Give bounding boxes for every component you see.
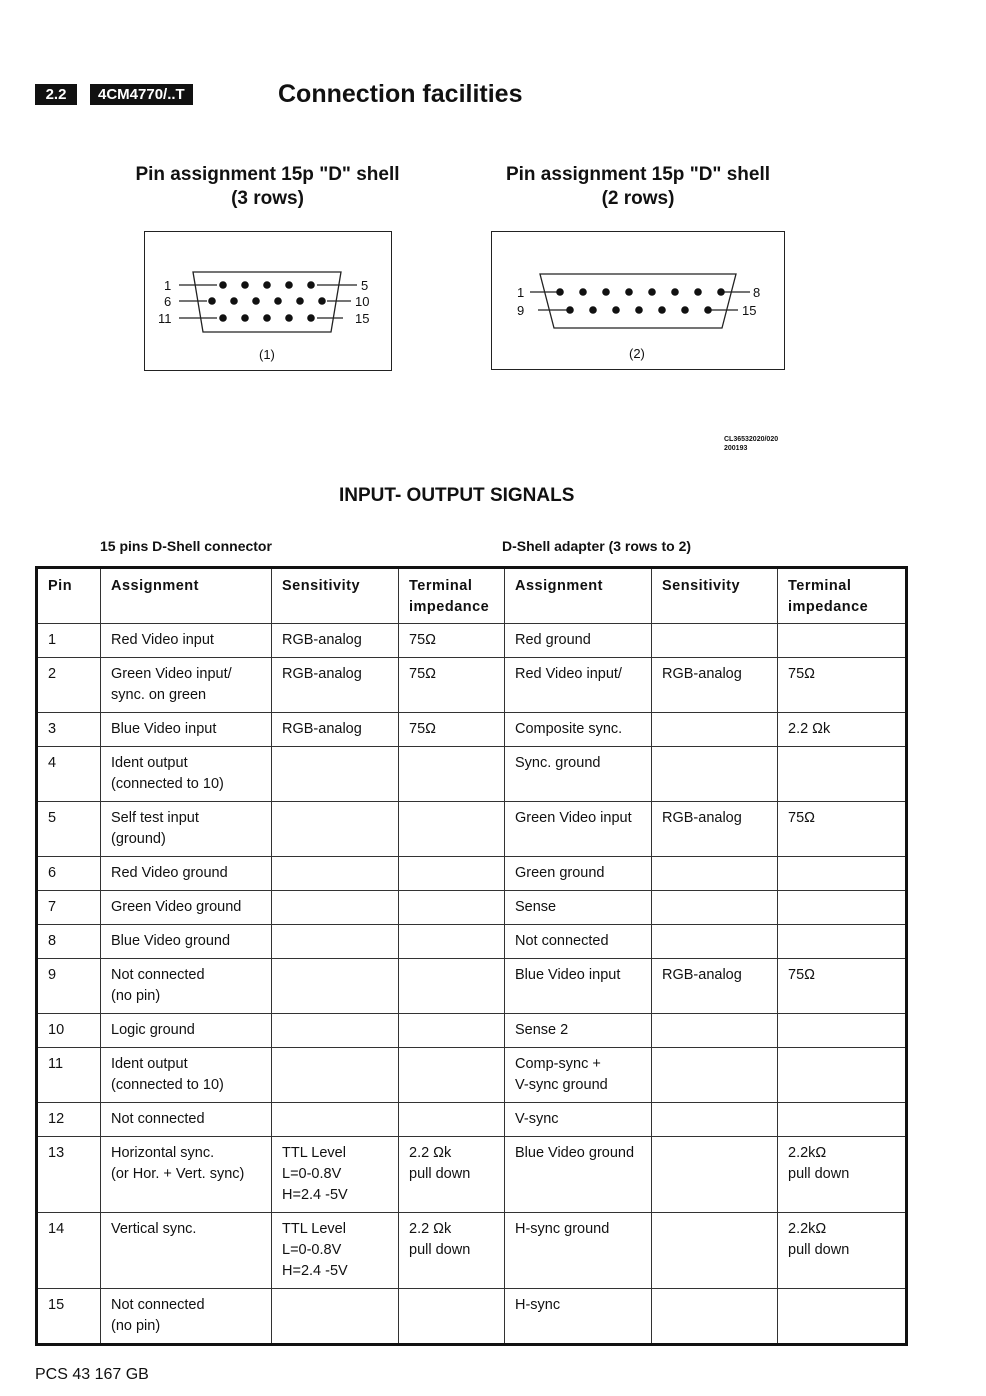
pin-9 (566, 306, 574, 314)
cell-sensitivity (272, 802, 399, 857)
cell-sensitivity (272, 925, 399, 959)
cell-assignment: Self test input (ground) (101, 802, 272, 857)
cell-assignment: Not connected (no pin) (101, 959, 272, 1014)
cell-adapter-assignment: Green Video input (505, 802, 652, 857)
header-pin: Pin (37, 568, 101, 624)
cell-assignment: Green Video ground (101, 891, 272, 925)
diagram-2row-title-line2: (2 rows) (601, 188, 675, 209)
label-pin-1: 1 (517, 285, 525, 300)
cell-adapter-assignment: Sense 2 (505, 1014, 652, 1048)
cell-sensitivity: RGB-analog (272, 713, 399, 747)
table-row (37, 1048, 907, 1103)
cell-adapter-assignment: Blue Video input (505, 959, 652, 1014)
pin-3 (602, 288, 610, 296)
cell-terminal-impedance (399, 959, 505, 1014)
cell-adapter-terminal-impedance: 75Ω (778, 959, 907, 1014)
cell-assignment: Ident output (connected to 10) (101, 747, 272, 802)
pin-6 (208, 297, 216, 305)
cell-terminal-impedance (399, 1289, 505, 1345)
cell-sensitivity: RGB-analog (272, 624, 399, 658)
cell-adapter-sensitivity (652, 747, 778, 802)
cell-pin: 10 (37, 1014, 101, 1048)
cell-adapter-assignment: Composite sync. (505, 713, 652, 747)
pin-12 (241, 314, 249, 322)
pin-14 (285, 314, 293, 322)
cell-adapter-terminal-impedance (778, 1103, 907, 1137)
table-row (37, 1137, 907, 1213)
cell-adapter-terminal-impedance (778, 891, 907, 925)
pin-9 (274, 297, 282, 305)
cell-assignment: Blue Video input (101, 713, 272, 747)
cell-sensitivity (272, 857, 399, 891)
pin-8 (717, 288, 725, 296)
cell-sensitivity: TTL Level L=0-0.8V H=2.4 -5V (272, 1137, 399, 1213)
cell-adapter-sensitivity (652, 1213, 778, 1289)
cell-adapter-sensitivity (652, 1103, 778, 1137)
cell-pin: 13 (37, 1137, 101, 1213)
pin-5 (307, 281, 315, 289)
pin-12 (635, 306, 643, 314)
cell-adapter-terminal-impedance: 2.2 Ωk (778, 713, 907, 747)
cell-sensitivity (272, 1103, 399, 1137)
cell-pin: 11 (37, 1048, 101, 1103)
cell-adapter-sensitivity (652, 857, 778, 891)
cell-assignment: Vertical sync. (101, 1213, 272, 1289)
cell-assignment: Red Video input (101, 624, 272, 658)
cell-adapter-assignment: H-sync (505, 1289, 652, 1345)
table-row (37, 802, 907, 857)
label-pin-15: 15 (355, 311, 370, 326)
cell-sensitivity: TTL Level L=0-0.8V H=2.4 -5V (272, 1213, 399, 1289)
cell-adapter-sensitivity (652, 713, 778, 747)
cell-adapter-sensitivity: RGB-analog (652, 802, 778, 857)
diagram-3row-box (144, 231, 392, 371)
cell-sensitivity (272, 1048, 399, 1103)
cell-sensitivity (272, 891, 399, 925)
pin-1 (556, 288, 564, 296)
cell-adapter-assignment: Red ground (505, 624, 652, 658)
cell-adapter-assignment: Comp-sync + V-sync ground (505, 1048, 652, 1103)
diagram-3row-title (110, 163, 425, 211)
cell-adapter-terminal-impedance: 75Ω (778, 658, 907, 713)
pin-14 (681, 306, 689, 314)
cell-assignment: Horizontal sync. (or Hor. + Vert. sync) (101, 1137, 272, 1213)
cell-adapter-assignment: Red Video input/ (505, 658, 652, 713)
cell-sensitivity (272, 1014, 399, 1048)
cell-adapter-sensitivity: RGB-analog (652, 959, 778, 1014)
cell-assignment: Logic ground (101, 1014, 272, 1048)
pin-15 (307, 314, 315, 322)
cell-sensitivity (272, 959, 399, 1014)
table-row (37, 658, 907, 713)
cell-adapter-terminal-impedance: 2.2kΩ pull down (778, 1213, 907, 1289)
diagram-3row-title-line2: (3 rows) (231, 188, 304, 209)
diagram-2row-title (482, 163, 794, 211)
cell-terminal-impedance: 2.2 Ωk pull down (399, 1213, 505, 1289)
cell-adapter-sensitivity (652, 1137, 778, 1213)
cell-pin: 4 (37, 747, 101, 802)
cell-pin: 3 (37, 713, 101, 747)
pin-8 (252, 297, 260, 305)
cell-adapter-sensitivity (652, 1289, 778, 1345)
table-row (37, 891, 907, 925)
cell-terminal-impedance (399, 802, 505, 857)
pin-13 (658, 306, 666, 314)
header-adapter-assignment: Assignment (505, 568, 652, 624)
table-row (37, 713, 907, 747)
cell-adapter-terminal-impedance (778, 1289, 907, 1345)
table-row (37, 1014, 907, 1048)
cell-adapter-terminal-impedance (778, 747, 907, 802)
adapter-subheading: D-Shell adapter (3 rows to 2) (502, 538, 692, 554)
cell-adapter-sensitivity (652, 1048, 778, 1103)
signals-table (35, 566, 908, 1346)
cell-adapter-assignment: Not connected (505, 925, 652, 959)
cell-assignment: Not connected (101, 1103, 272, 1137)
pin-11 (612, 306, 620, 314)
cell-terminal-impedance (399, 1014, 505, 1048)
cell-terminal-impedance (399, 925, 505, 959)
header-terminal-impedance: Terminal impedance (399, 568, 505, 624)
section-number-badge: 2.2 (35, 84, 77, 105)
diagram-2row-caption: (2) (629, 346, 645, 361)
figure-code (724, 435, 778, 453)
cell-adapter-assignment: Green ground (505, 857, 652, 891)
cell-pin: 6 (37, 857, 101, 891)
pin-5 (648, 288, 656, 296)
cell-pin: 5 (37, 802, 101, 857)
cell-pin: 8 (37, 925, 101, 959)
section-heading: INPUT- OUTPUT SIGNALS (339, 485, 575, 506)
cell-pin: 14 (37, 1213, 101, 1289)
pin-2 (579, 288, 587, 296)
cell-adapter-assignment: H-sync ground (505, 1213, 652, 1289)
cell-pin: 9 (37, 959, 101, 1014)
header-assignment: Assignment (101, 568, 272, 624)
header-sensitivity: Sensitivity (272, 568, 399, 624)
cell-adapter-terminal-impedance (778, 925, 907, 959)
figure-code-line1: CL36532020/020 (724, 436, 779, 443)
table-row (37, 1213, 907, 1289)
pin-11 (219, 314, 227, 322)
table-body (37, 624, 907, 1345)
cell-adapter-sensitivity (652, 925, 778, 959)
diagram-3row-title-line1: Pin assignment 15p "D" shell (135, 164, 400, 185)
connector-shell-outline (540, 274, 736, 328)
cell-adapter-terminal-impedance (778, 1014, 907, 1048)
label-pin-6: 6 (164, 294, 172, 309)
cell-assignment: Green Video input/ sync. on green (101, 658, 272, 713)
label-pin-1: 1 (164, 278, 172, 293)
cell-terminal-impedance: 75Ω (399, 624, 505, 658)
cell-adapter-assignment: V-sync (505, 1103, 652, 1137)
pin-10b (318, 297, 326, 305)
db15-3row-connector-diagram (145, 232, 391, 370)
cell-adapter-assignment: Sync. ground (505, 747, 652, 802)
cell-adapter-terminal-impedance: 75Ω (778, 802, 907, 857)
cell-adapter-assignment: Blue Video ground (505, 1137, 652, 1213)
table-row (37, 624, 907, 658)
model-badge: 4CM4770/..T (90, 84, 193, 105)
cell-adapter-terminal-impedance (778, 1048, 907, 1103)
pin-4 (285, 281, 293, 289)
cell-adapter-terminal-impedance: 2.2kΩ pull down (778, 1137, 907, 1213)
cell-pin: 2 (37, 658, 101, 713)
diagram-2row-title-line1: Pin assignment 15p "D" shell (505, 164, 771, 185)
label-pin-15: 15 (742, 303, 757, 318)
label-pin-11: 11 (158, 311, 172, 326)
cell-pin: 7 (37, 891, 101, 925)
cell-assignment: Red Video ground (101, 857, 272, 891)
cell-terminal-impedance: 2.2 Ωk pull down (399, 1137, 505, 1213)
header-adapter-terminal-impedance: Terminal impedance (778, 568, 907, 624)
figure-code-line2: 200193 (724, 445, 748, 452)
cell-sensitivity: RGB-analog (272, 658, 399, 713)
cell-terminal-impedance (399, 1048, 505, 1103)
cell-adapter-sensitivity (652, 1014, 778, 1048)
pin-10 (296, 297, 304, 305)
cell-adapter-assignment: Sense (505, 891, 652, 925)
page-title: Connection facilities (278, 80, 523, 108)
connector-subheading: 15 pins D-Shell connector (100, 538, 272, 554)
cell-terminal-impedance (399, 857, 505, 891)
pin-2 (241, 281, 249, 289)
cell-pin: 1 (37, 624, 101, 658)
cell-pin: 12 (37, 1103, 101, 1137)
diagram-2row-box (491, 231, 785, 370)
db15-2row-connector-diagram (492, 232, 784, 369)
table-row (37, 1289, 907, 1345)
table-row (37, 959, 907, 1014)
pin-10 (589, 306, 597, 314)
pin-1 (219, 281, 227, 289)
pin-7 (694, 288, 702, 296)
table-row (37, 857, 907, 891)
table-row (37, 1103, 907, 1137)
cell-sensitivity (272, 1289, 399, 1345)
pin-3 (263, 281, 271, 289)
header-adapter-sensitivity: Sensitivity (652, 568, 778, 624)
cell-adapter-terminal-impedance (778, 624, 907, 658)
label-pin-5: 5 (361, 278, 369, 293)
cell-terminal-impedance (399, 1103, 505, 1137)
pin-15 (704, 306, 712, 314)
cell-adapter-terminal-impedance (778, 857, 907, 891)
pin-7 (230, 297, 238, 305)
table-row (37, 925, 907, 959)
label-pin-9: 9 (517, 303, 525, 318)
pin-6 (671, 288, 679, 296)
page-footer: PCS 43 167 GB (35, 1366, 149, 1383)
cell-assignment: Ident output (connected to 10) (101, 1048, 272, 1103)
cell-assignment: Not connected (no pin) (101, 1289, 272, 1345)
cell-terminal-impedance: 75Ω (399, 713, 505, 747)
diagram-3row-caption: (1) (259, 347, 275, 362)
cell-sensitivity (272, 747, 399, 802)
table-row (37, 747, 907, 802)
label-pin-8: 8 (753, 285, 761, 300)
cell-adapter-sensitivity (652, 624, 778, 658)
cell-assignment: Blue Video ground (101, 925, 272, 959)
cell-terminal-impedance (399, 891, 505, 925)
table-header-row (37, 568, 907, 624)
label-pin-10: 10 (355, 294, 370, 309)
cell-terminal-impedance: 75Ω (399, 658, 505, 713)
cell-adapter-sensitivity (652, 891, 778, 925)
cell-pin: 15 (37, 1289, 101, 1345)
pin-13 (263, 314, 271, 322)
cell-terminal-impedance (399, 747, 505, 802)
cell-adapter-sensitivity: RGB-analog (652, 658, 778, 713)
pin-4 (625, 288, 633, 296)
